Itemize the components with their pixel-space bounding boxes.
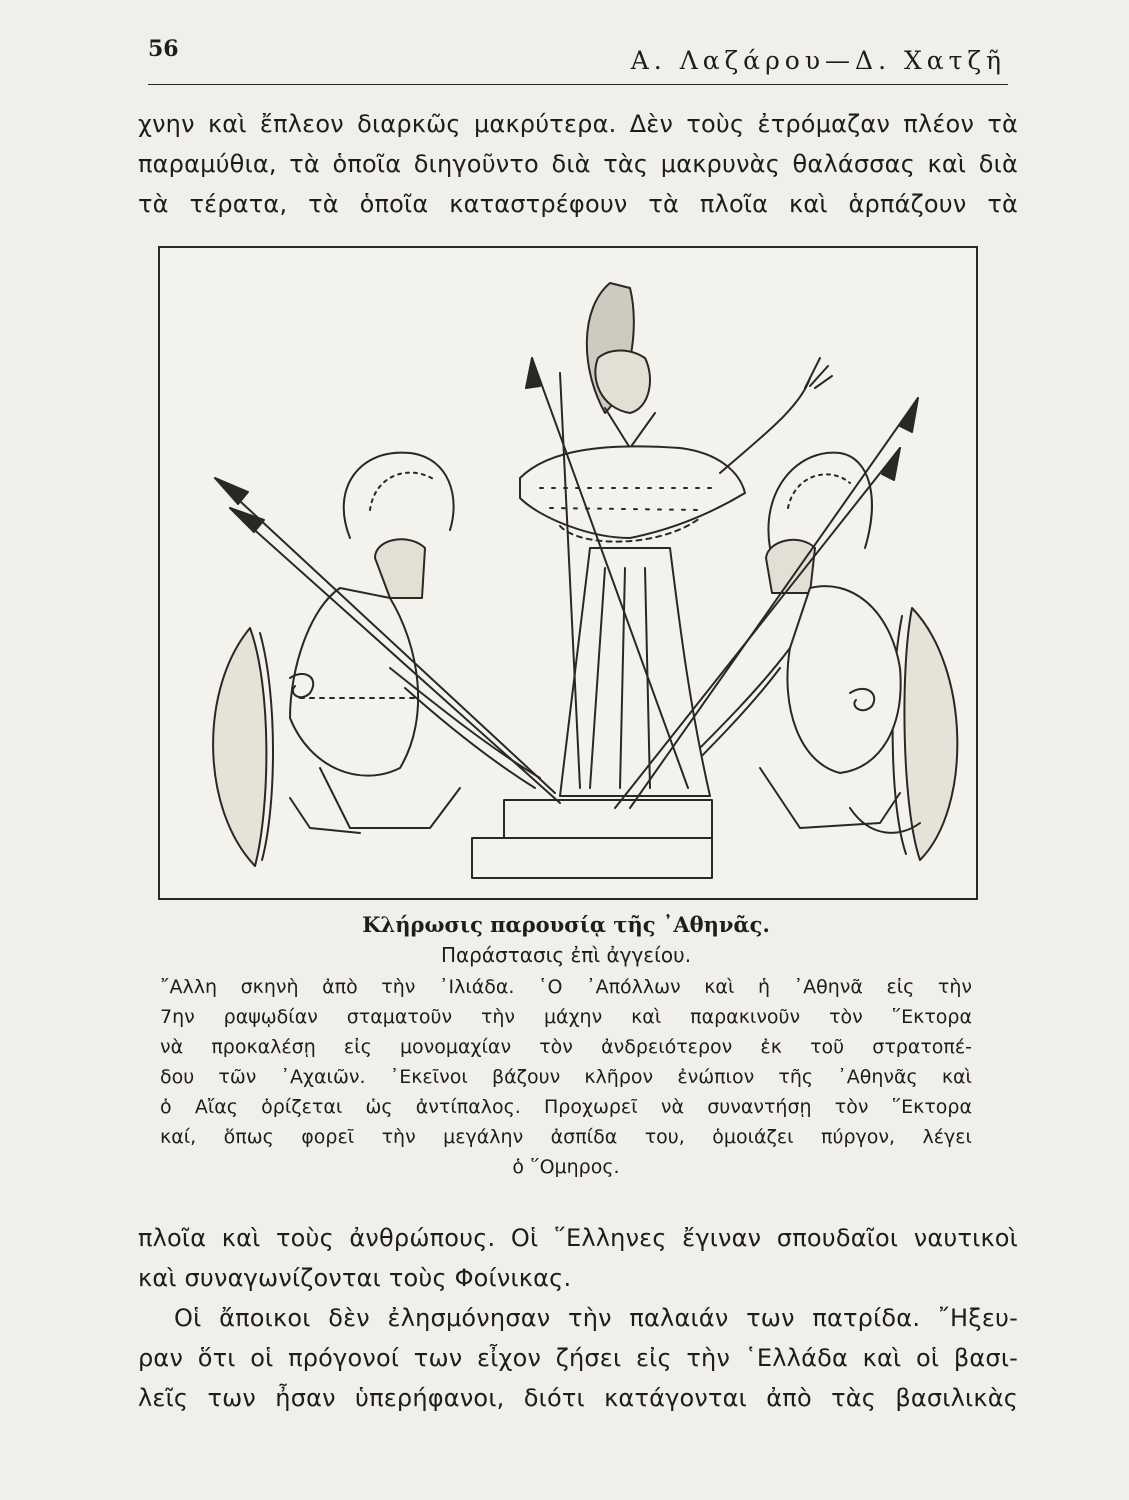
figure-caption [160, 910, 972, 1182]
text-line: παραμύθια, τὰ ὁποῖα διηγοῦντο διὰ τὰς μακρυνὰς θαλάσσας καὶ διὰ [138, 150, 1018, 178]
top-paragraph [138, 104, 1018, 224]
text-line: τὰ τέρατα, τὰ ὁποῖα καταστρέφουν τὰ πλοῖα καὶ ἁρπάζουν τὰ [138, 190, 1018, 218]
figure-illustration [158, 246, 978, 900]
altar-base-bottom [472, 838, 712, 878]
caption-line: νὰ προκαλέσῃ εἰς μονομαχίαν τὸν ἀνδρειότερον ἐκ τοῦ στρατοπέ- [160, 1036, 972, 1058]
bottom-paragraph [138, 1218, 1018, 1418]
text-line: καὶ συναγωνίζονται τοὺς Φοίνικας. [138, 1264, 572, 1292]
header-rule [148, 84, 1008, 85]
left-warrior [290, 453, 540, 833]
caption-line: ῎Αλλη σκηνὴ ἀπὸ τὴν ᾿Ιλιάδα. ῾Ο ᾿Απόλλων καὶ ἡ ᾿Αθηνᾶ εἰς τὴν [160, 976, 972, 998]
text-line: λεῖς των ἦσαν ὑπερήφανοι, διότι κατάγονται ἀπὸ τὰς βασιλικὰς [138, 1384, 1018, 1412]
right-shield [904, 608, 957, 860]
vase-painting-drawing [160, 248, 976, 898]
text-line: πλοῖα καὶ τοὺς ἀνθρώπους. Οἱ ῞Ελληνες ἔγιναν σπουδαῖοι ναυτικοὶ [138, 1224, 1018, 1252]
page-header [148, 30, 1008, 92]
text-line: Οἱ ἄποικοι δὲν ἐλησμόνησαν τὴν παλαιάν των πατρίδα. ῎Ηξευ- [174, 1304, 1018, 1332]
caption-line: καί, ὅπως φορεῖ τὴν μεγάλην ἀσπίδα του, ὁμοιάζει πύργον, λέγει [160, 1126, 972, 1148]
left-shield [213, 628, 266, 866]
caption-line: δου τῶν ᾿Αχαιῶν. ᾿Εκεῖνοι βάζουν κλῆρον ἐνώπιον τῆς ᾿Αθηνᾶς καὶ [160, 1066, 972, 1088]
caption-line: ὁ Αἴας ὁρίζεται ὡς ἀντίπαλος. Προχωρεῖ νὰ συναντήσῃ τὸν ῞Εκτορα [160, 1096, 972, 1118]
running-head: Α. Λαζάρου—Δ. Χατζῆ [630, 46, 1006, 75]
caption-title: Κλήρωσις παρουσίᾳ τῆς ᾿Αθηνᾶς. [362, 912, 770, 937]
caption-line: 7ην ραψῳδίαν σταματοῦν τὴν μάχην καὶ παρακινοῦν τὸν ῞Εκτορα [160, 1006, 972, 1028]
caption-body [160, 972, 972, 1182]
text-line: χνην καὶ ἔπλεον διαρκῶς μακρύτερα. Δὲν τοὺς ἐτρόμαζαν πλέον τὰ [138, 110, 1018, 138]
text-line: ραν ὅτι οἱ πρόγονοί των εἶχον ζήσει εἰς τὴν ῾Ελλάδα καὶ οἱ βασι- [138, 1344, 1018, 1372]
caption-subtitle: Παράστασις ἐπὶ ἀγγείου. [440, 943, 692, 967]
caption-line: ὁ ῞Ομηρος. [512, 1156, 620, 1178]
page-number: 56 [148, 36, 179, 62]
